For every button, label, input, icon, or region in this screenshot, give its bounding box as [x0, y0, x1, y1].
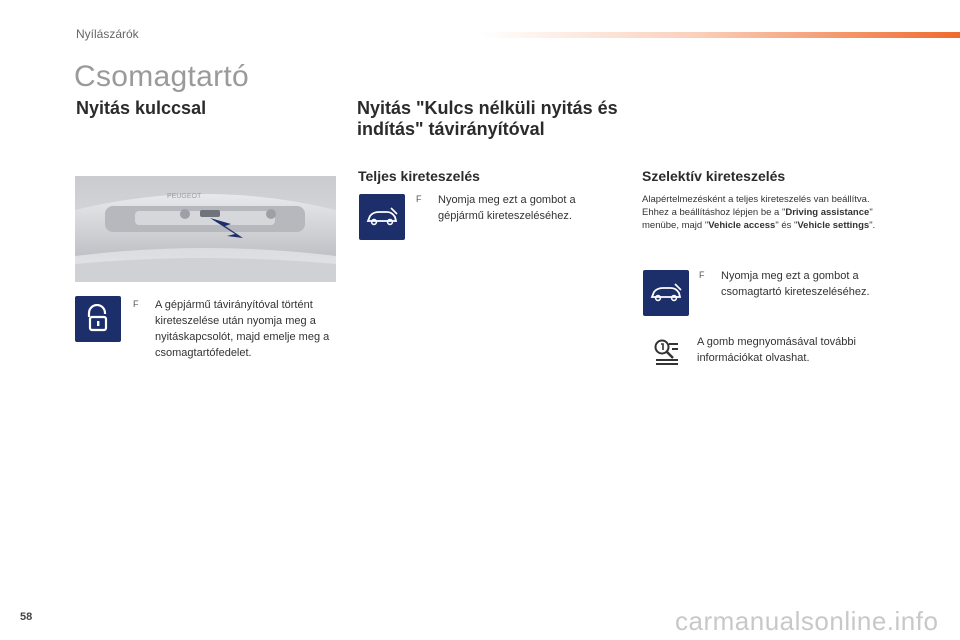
middle-bullet-text: Nyomja meg ezt a gombot a gépjármű kireteszeléséhez. [438, 194, 576, 222]
menu-vehicle-access: Vehicle access [708, 220, 776, 231]
trunk-photo [75, 176, 336, 282]
selective-intro-line-1: Alapértelmezésként a teljes kireteszelés van beállítva. [642, 194, 870, 205]
car-remote-icon [365, 206, 399, 228]
bullet-marker: F [416, 194, 422, 204]
left-bullet-text: A gépjármű távirányítóval történt kireteszelése után nyomja meg a nyitáskapcsolót, majd emelje meg a csomagtartófedelet. [155, 299, 330, 359]
intro-text-mid2: " és " [775, 220, 798, 231]
selective-intro-line-2 [642, 206, 877, 232]
intro-text-mid: " menübe, majd " [642, 207, 873, 231]
page-number: 58 [20, 611, 33, 623]
left-bullet [133, 297, 338, 361]
right-bullet [699, 268, 899, 300]
info-search-icon [652, 337, 682, 367]
menu-vehicle-settings: Vehicle settings [797, 220, 870, 231]
header-accent-bar [480, 32, 960, 38]
intro-text-end: ". [869, 220, 876, 231]
car-remote-icon [649, 282, 683, 304]
menu-driving-assistance: Driving assistance [785, 207, 870, 218]
trunk-unlock-icon-box [643, 270, 689, 316]
right-bullet-text: Nyomja meg ezt a gombot a csomagtartó kireteszeléséhez. [721, 270, 870, 298]
trunk-illustration [75, 176, 336, 282]
page-title: Csomagtartó [74, 60, 250, 93]
info-text: A gomb megnyomásával további információkat olvashat. [697, 336, 856, 364]
intro-text-pre: Ehhez a beállításhoz lépjen be a " [642, 207, 786, 218]
selective-intro [642, 193, 877, 232]
car-unlock-icon-box [359, 194, 405, 240]
bullet-marker: F [699, 270, 705, 280]
unlock-icon-box [75, 296, 121, 342]
unlock-icon [84, 304, 112, 334]
middle-bullet [416, 192, 606, 224]
photo-brand-text: PEUGEOT [167, 193, 202, 200]
heading-keyless-opening: Nyitás "Kulcs nélküli nyitás és indítás" távirányítóval [357, 98, 618, 139]
heading-selective-unlock: Szelektív kireteszelés [642, 168, 786, 184]
bullet-marker: F [133, 299, 139, 309]
heading-full-unlock: Teljes kireteszelés [358, 168, 480, 184]
heading-key-opening: Nyitás kulccsal [76, 98, 207, 118]
watermark: carmanualsonline.info [675, 606, 939, 636]
section-label: Nyílászárók [76, 27, 139, 41]
